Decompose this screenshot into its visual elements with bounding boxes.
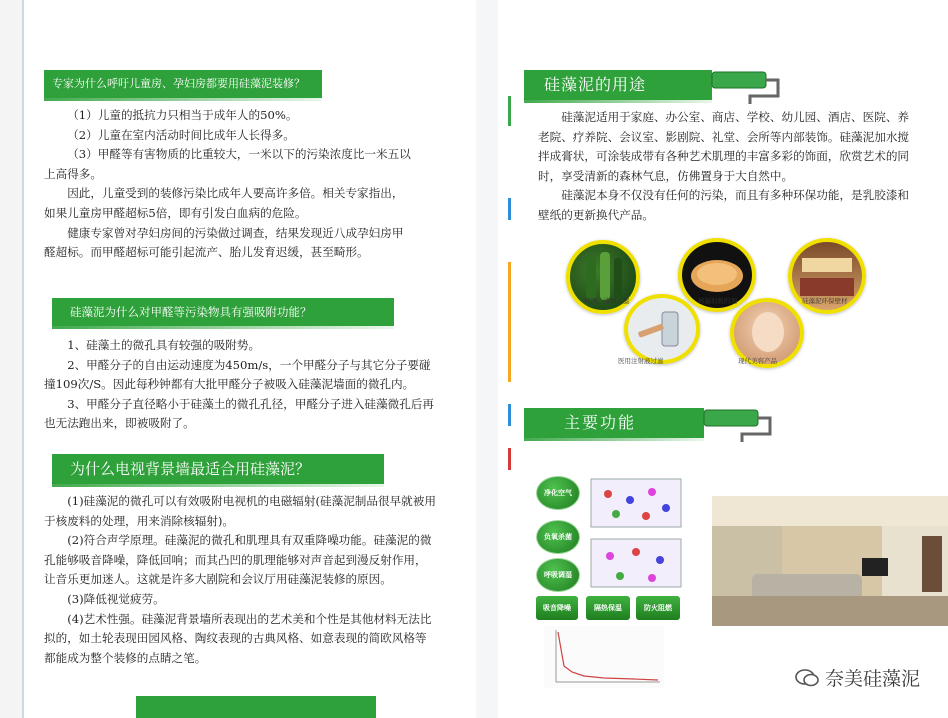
injection-filter-image [624,294,700,364]
section-title-adsorption: 硅藻泥为什么对甲醛等污染物具有强吸附功能？ [52,298,394,326]
paragraph: (2)符合声学原理。硅藻泥的微孔和肌理具有双重降噪功能。硅藻泥的微孔能够吸音降噪，降低回响；而其凸凹的肌理能够对声音起到漫反射作用，让音乐更加迷人。这就是许多大剧院和会议厅用硅藻泥装修的原因。 [44,533,432,587]
paragraph: 1、硅藻土的微孔具有较强的吸附势。 [67,338,261,352]
watermark-text: 奈美硅藻泥 [824,668,920,690]
function-negative-oxygen: 负氧杀菌 [536,520,580,554]
section-body-kids-room [44,106,412,263]
functions-diagram [534,466,704,692]
section-body-adsorption [44,336,434,434]
edge-marker-blue [508,198,511,220]
paragraph: 2、甲醛分子的自由运动速度为450m/s，一个甲醛分子与其它分子要碰撞109次/S。因此每秒钟都有大批甲醛分子被吸入硅藻泥墙面的微孔内。 [44,357,431,392]
footer-green-bar [136,696,376,718]
image-caption: 医用注射液过滤 [618,357,664,365]
image-caption: 硅藻泥环保壁材 [802,297,848,305]
function-fireproof: 防火阻燃 [636,596,680,620]
edge-marker-green [508,96,511,126]
section-title-tv-wall: 为什么电视背景墙最适合用硅藻泥？ [52,454,384,484]
living-room-photo [712,496,948,626]
paragraph: 硅藻泥适用于家庭、办公室、商店、学校、幼儿园、酒店、医院、养老院、疗养院、会议室、影剧院、礼堂、会所等内部装饰。硅藻泥加水搅拌成膏状，可涂装成带有各种艺术肌理的丰富多彩的饰面，欣赏艺术的同时，享受清新的森林气息，仿佛置身于大自然中。 [538,110,910,183]
paragraph: 因此，儿童受到的装修污染比成年人要高许多倍。相关专家指出，如果儿童房甲醛超标5倍，即有引发白血病的危险。 [44,186,404,220]
molecule-room-diagram [590,538,682,588]
image-caption: 啤酒、清精过滤 [584,297,630,305]
section-body-uses [538,108,918,226]
image-caption: 核辐射吸附剂 [698,297,737,305]
function-sound: 吸音降噪 [536,596,578,620]
section-title-functions: 主要功能 [524,408,704,438]
paint-roller-icon [702,402,780,446]
section-body-tv-wall [44,492,436,668]
page-gutter [476,0,498,718]
function-humidity: 呼吸调湿 [536,558,580,592]
account-watermark [795,664,920,691]
paragraph: 3、甲醛分子直径略小于硅藻土的微孔孔径，甲醛分子进入硅藻微孔后再也无法跑出来，即被吸附了。 [44,396,434,431]
left-page [22,0,476,718]
function-purify-air: 净化空气 [536,476,580,510]
decay-curve-chart [544,626,664,688]
image-caption: 现代美容产品 [738,357,777,365]
paragraph: （3）甲醛等有害物质的比重较大，一米以下的污染浓度比一米五以上高得多。 [44,147,411,181]
section-title-kids-room: 专家为什么呼吁儿童房、孕妇房都要用硅藻泥装修？ [44,70,322,98]
right-page [498,0,948,718]
function-insulation: 隔热保温 [586,596,630,620]
paragraph: (4)艺术性强。硅藻泥背景墙所表现出的艺术美和个性是其他材料无法比拟的，如土轮表现田园风格、陶纹表现的古典风格、如意表现的简欧风格等都能成为整个装修的点睛之笔。 [44,611,432,665]
chat-bubble-icon [795,668,819,688]
molecule-room-diagram [590,478,682,528]
paragraph: 硅藻泥本身不仅没有任何的污染，而且有多种环保功能，是乳胶漆和壁纸的更新换代产品。 [538,188,910,222]
edge-marker-blue [508,404,511,426]
paragraph: （2）儿童在室内活动时间比成年人长得多。 [67,127,295,142]
paragraph: （1）儿童的抵抗力只相当于成年人的50%。 [67,108,298,122]
edge-marker-orange [508,262,511,382]
paragraph: (1)硅藻泥的微孔可以有效吸附电视机的电磁辐射(硅藻泥制品很早就被用于核废料的处理，用来消除核辐射)。 [44,494,436,528]
paragraph: 健康专家曾对孕妇房间的污染做过调查，结果发现近八成孕妇房甲醛超标。而甲醛超标可能引起流产、胎儿发育迟缓，甚至畸形。 [44,225,404,260]
section-title-uses: 硅藻泥的用途 [524,70,712,100]
edge-marker-red [508,448,511,470]
paint-roller-icon [710,64,788,108]
paragraph: (3)降低视觉疲劳。 [67,591,165,606]
